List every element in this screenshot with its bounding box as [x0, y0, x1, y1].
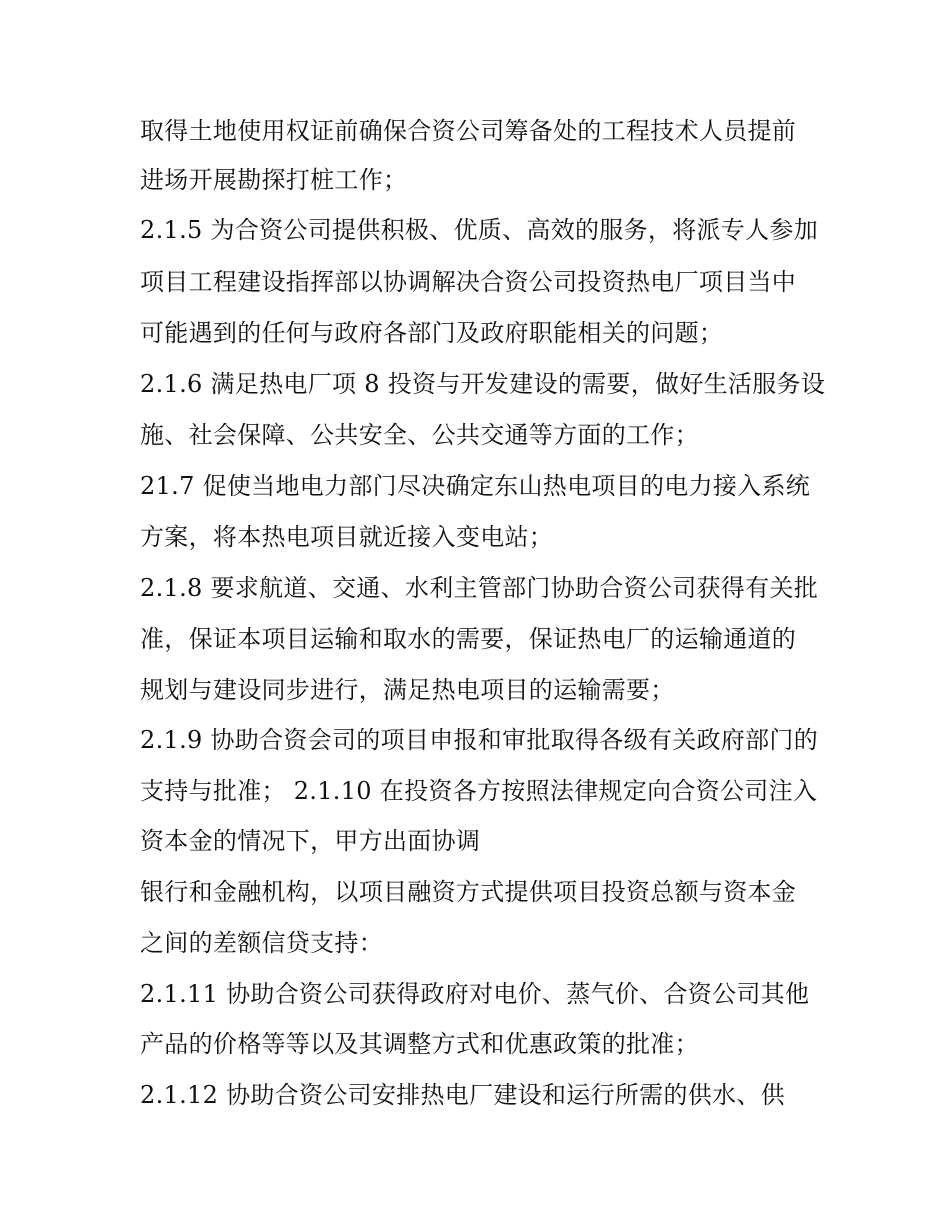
text-line: 支持与批准； 2.1.10 在投资各方按照法律规定向合资公司注入 — [140, 777, 818, 805]
text-line: 之间的差额信贷支持： — [140, 929, 383, 957]
text-line: 2.1.11 协助合资公司获得政府对电价、蒸气价、合资公司其他 — [140, 980, 810, 1008]
text-line: 21.7 促使当地电力部门尽决确定东山热电项目的电力接入系统 — [140, 472, 811, 500]
text-line: 2.1.6 满足热电厂项 8 投资与开发建设的需要，做好生活服务设 — [140, 370, 826, 398]
text-line: 准，保证本项目运输和取水的需要，保证热电厂的运输通道的 — [140, 625, 797, 653]
text-line: 2.1.9 协助合资会司的项目申报和审批取得各级有关政府部门的 — [140, 726, 818, 754]
text-line: 方案，将本热电项目就近接入变电站； — [140, 523, 554, 551]
text-line: 项目工程建设指挥部以协调解决合资公司投资热电厂项目当中 — [140, 268, 797, 296]
text-line: 施、社会保障、公共安全、公共交通等方面的工作； — [140, 421, 699, 449]
text-line: 进场开展勘探打桩工作； — [140, 166, 408, 194]
text-line: 2.1.5 为合资公司提供积极、优质、高效的服务，将派专人参加 — [140, 216, 818, 244]
text-line: 银行和金融机构，以项目融资方式提供项目投资总额与资本金 — [140, 878, 797, 906]
text-line: 可能遇到的任何与政府各部门及政府职能相关的问题； — [140, 319, 724, 347]
text-line: 取得土地使用权证前确保合资公司筹备处的工程技术人员提前 — [140, 117, 797, 145]
text-line: 2.1.12 协助合资公司安排热电厂建设和运行所需的供水、供 — [140, 1081, 785, 1109]
text-line: 2.1.8 要求航道、交通、水利主管部门协助合资公司获得有关批 — [140, 574, 818, 602]
text-line: 规划与建设同步进行，满足热电项目的运输需要； — [140, 676, 675, 704]
text-line: 产品的价格等等以及其调整方式和优惠政策的批准； — [140, 1030, 699, 1058]
text-line: 资本金的情况下，甲方出面协调 — [140, 827, 481, 855]
